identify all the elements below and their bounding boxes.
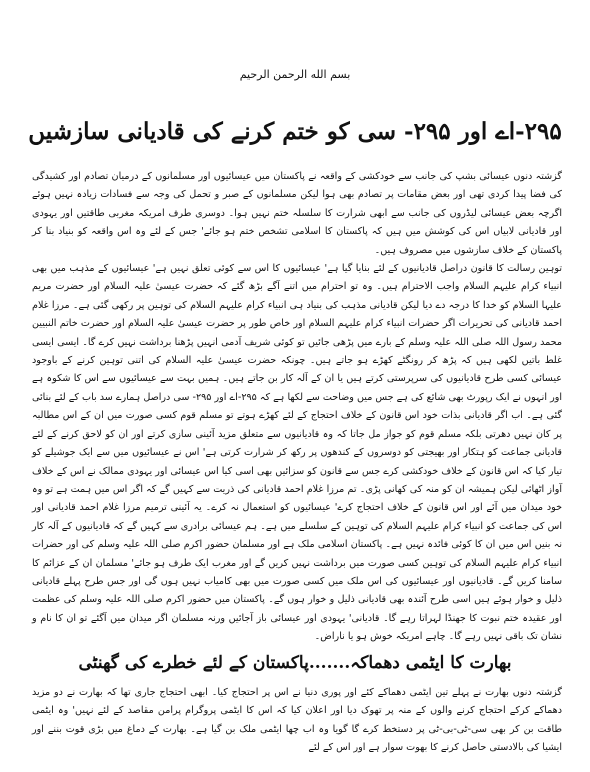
paragraph: توہین رسالت کا قانون دراصل قادیانیوں کے لئے بنایا گیا ہے' عیسائیوں کا اس سے کوئی تعلق نہیں ہے' عیسائیوں کے مذہب میں بھی انبیاء کرام علیہم السلام واجب الاحترام ہیں۔ وہ تو احترام میں اتنے آگے بڑھ گئے کہ حضرت عیسیٰ علیہ السلام اور حضرت مریم علیہا السلام کو خدا کا درجہ دے دیا لیکن قادیانی مذہب کی بنیاد ہی انبیاء کرام علیہم السلام کی توہین پر رکھی گئی ہے۔ مرزا غلام احمد قادیانی کی تحریرات اگر حضرات انبیاء کرام علیہم السلام اور خاص طور پر حضرت عیسیٰ علیہ السلام اور حضرت خاتم النبیین محمد رسول اللہ صلی اللہ علیہ وسلم کے بارے میں پڑھی جائیں تو کوئی شریف آدمی انہیں پڑھنا برداشت نہیں کرے گا۔ ایسی ایسی غلط باتیں لکھی ہیں کہ پڑھ کر رونگٹے کھڑے ہو جاتے ہیں۔ چونکہ حضرت عیسیٰ علیہ السلام کی اتنی توہین کرنے کے باوجود عیسائی کسی طرح قادیانیوں کی سرپرستی کرتے ہیں یا ان کے آلہ کار بن جاتے ہیں۔ ہمیں بہت سے عیسائیوں سے اس کا شکوہ ہے اور انہوں نے ایک رپورٹ بھی شائع کی ہے جس میں وضاحت سے لکھا ہے کہ ۲۹۵-اے اور ۲۹۵- سی دراصل ہمارے سد باب کے لئے بنائی گئی ہے۔ اب اگر قادیانی بذات خود اس قانون کے خلاف احتجاج کے لئے کھڑے ہوتے تو مسلم قوم کسی صورت میں ان کے اس مطالبہ پر کان نہیں دھرتی بلکہ مسلم قوم کو جواز مل جاتا کہ وہ قادیانیوں سے متعلق مزید آئینی سازی کرتے اور ان کو لاحق کرنے کے لئے قادیانی جماعت کو ہتکار اور بھیجتی کو دوسروں کے کندھوں پر رکھ کر شرارت کرتی ہے' اس نے عیسائیوں میں سے ایک جوشیلے کو تیار کیا کہ اس قانون کے خلاف خودکشی کرے جس سے قانون کو سزائیں بھی اسی کیا اس عیسائی اور یہودی ممالک نے اس کے خلاف آواز اٹھائی لیکن ہمیشہ ان کو منہ کی کھانی پڑی۔ تم مرزا غلام احمد قادیانی کی ذریت سے کہیں گے کہ اگر اس میں ہمت ہے تو وہ خود میدان میں آئے اور اس قانون کے خلاف احتجاج کرے' عیسائیوں کو استعمال نہ کرے۔ یہ آئینی ترمیم مرزا غلام احمد قادیانی اور اس کی جماعت کو انبیاء کرام علیہم السلام کی توہین کے سلسلے میں ہے۔ ہم عیسائی برادری سے کہیں گے کہ قادیانیوں کے آلہ کار نہ بنیں اس میں ان کا کوئی فائدہ نہیں ہے۔ پاکستان اسلامی ملک ہے اور مسلمان حضور اکرم صلی اللہ علیہ وسلم کی اور حضرات انبیاء کرام علیہم السلام کی توہین کسی صورت میں برداشت نہیں کریں گے اور مغرب ایک طرف ہو جائے' مسلمان ان کے عزائم کا سامنا کریں گے۔ قادیانیوں اور عیسائیوں کی اس ملک میں کسی صورت میں بھی کامیاب نہیں ہوں گی اور جس طرح پہلے قادیانی ذلیل و خوار ہوئے ہیں اسی طرح آئندہ بھی قادیانی ذلیل و خوار ہوں گے۔ پاکستان میں حضور اکرم صلی اللہ علیہ وسلم کی عظمت اور عقیدہ ختم نبوت کا جھنڈا لہراتا رہے گا۔ قادیانی' یہودی اور عیسائی باز آجائیں ورنہ مسلمان اگر میدان میں آگئے تو ان کا نام و نشان تک باقی نہیں رہے گا۔ چاہے امریکہ خوش ہو یا ناراض۔ [32, 263, 563, 643]
paragraph: گزشتہ دنوں بھارت نے پہلے تین ایٹمی دھماکے کئے اور پوری دنیا نے اس پر احتجاج کیا۔ ابھی احتجاج جاری تھا کہ بھارت نے دو مزید دھماکے کرکے احتجاج کرنے والوں کے منہ پر تھوک دیا اور اعلان کیا کہ اس کا ایٹمی پروگرام پرامن مقاصد کے لئے نہیں' وہ ایٹمی طاقت بن کر بھی سی-ٹی-بی-ٹی پر دستخط کرے گا گویا وہ اب چھا ایٹمی ملک بن گیا ہے۔ بھارت کے دماغ میں بڑی قوت بننے اور ایشیا کی بالادستی حاصل کرنے کا بھوت سوار ہے اور اس کے لئے [32, 687, 562, 754]
section-heading: بھارت کا ایٹمی دھماکہ.......پاکستان کے لئے خطرے کی گھنٹی [78, 653, 512, 673]
basmala: بسم الله الرحمن الرحیم [239, 68, 351, 81]
paragraph: گزشتہ دنوں عیسائی بشپ کی جانب سے خودکشی کے واقعہ نے پاکستان میں عیسائیوں اور مسلمانوں کے درمیان تصادم اور کشیدگی کی فضا پیدا کردی تھی اور بعض مقامات پر تصادم بھی ہوا لیکن مسلمانوں کے صبر و تحمل کی وجہ سے فسادات زیادہ نہیں ہوئے اگرچہ بعض عیسائی لیڈروں کی جانب سے ابھی شرارت کا سلسلہ ختم نہیں ہوا۔ دوسری طرف امریکہ مغربی طاقتیں اور یہودی اور قادیانی لابیاں اس کی کوشش میں ہیں کہ پاکستان کا اسلامی تشخص ختم ہو جائے' جس کے لئے وہ اس واقعہ کو بنیاد بنا کر پاکستان کے خلاف سازشوں میں مصروف ہیں۔ [32, 171, 562, 256]
article-body [32, 168, 562, 647]
article-title: ۲۹۵-اے اور ۲۹۵- سی کو ختم کرنے کی قادیانی سازشیں [28, 118, 562, 145]
second-article-body [32, 684, 562, 758]
